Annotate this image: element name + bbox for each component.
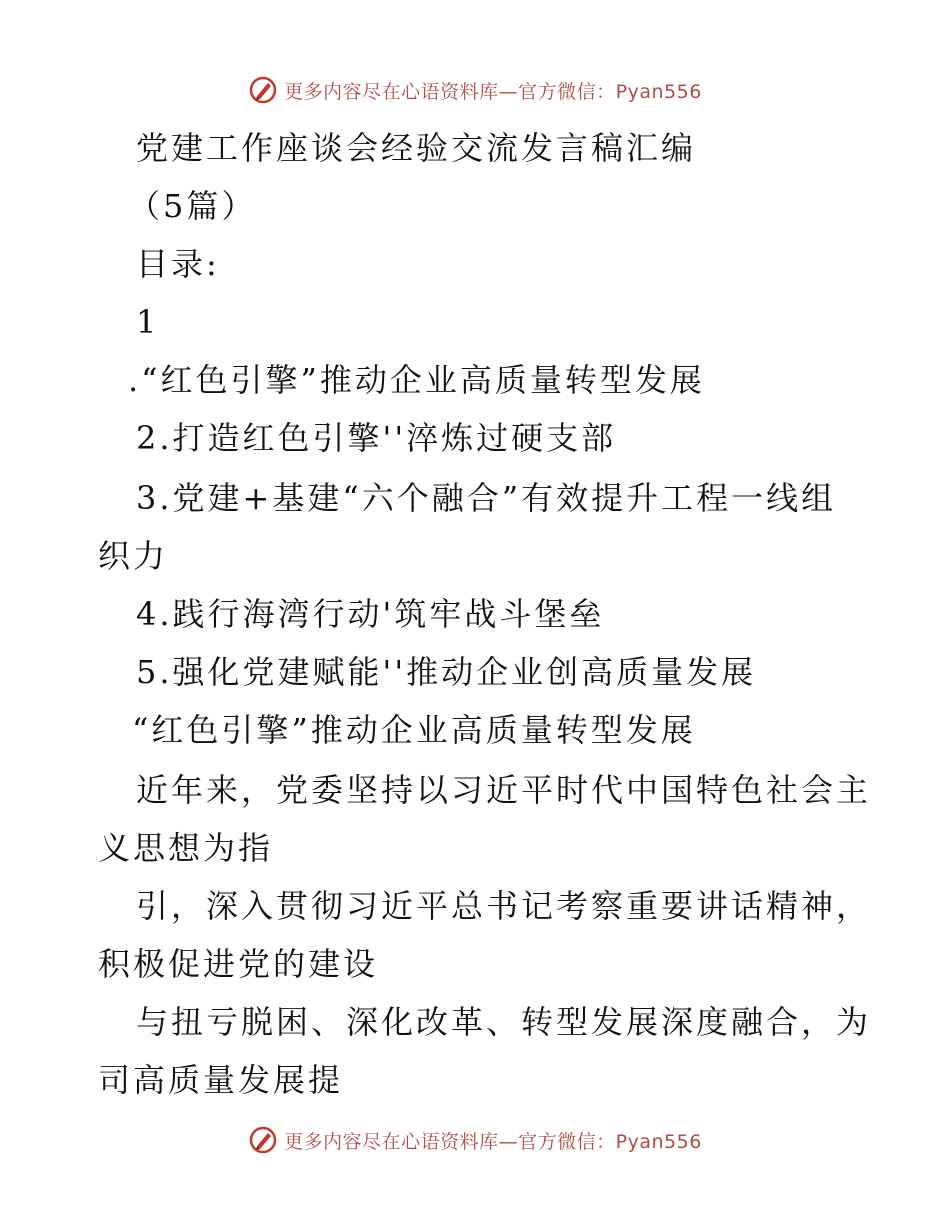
body-paragraph-line: 义思想为指 xyxy=(98,829,274,867)
toc-item: 织力 xyxy=(98,537,169,575)
body-paragraph-line: 与扭亏脱困、深化改革、转型发展深度融合，为 xyxy=(136,1003,872,1041)
toc-item: 2.打造红色引擎''淬炼过硬支部 xyxy=(136,419,617,457)
toc-item: .“红色引擎”推动企业高质量转型发展 xyxy=(128,361,705,399)
document-subtitle: （5篇） xyxy=(128,187,257,225)
banner-text: 更多内容尽在心语资料库—官方微信：Pyan556 xyxy=(284,1130,702,1153)
toc-item: 4.践行海湾行动'筑牢战斗堡垒 xyxy=(136,595,605,633)
banner-text: 更多内容尽在心语资料库—官方微信：Pyan556 xyxy=(284,80,702,103)
toc-item: 3.党建+基建“六个融合”有效提升工程一线组 xyxy=(136,479,837,517)
section-title: “红色引擎”推动企业高质量转型发展 xyxy=(132,711,696,749)
toc-item: 1 xyxy=(136,303,160,341)
pen-logo-icon xyxy=(248,75,278,105)
body-paragraph-line: 积极促进党的建设 xyxy=(98,945,379,983)
pen-logo-icon xyxy=(248,1125,278,1155)
watermark-banner-bottom xyxy=(0,1122,950,1158)
watermark-banner-top xyxy=(0,72,950,108)
toc-heading: 目录: xyxy=(136,245,220,283)
body-paragraph-line: 司高质量发展提 xyxy=(98,1061,344,1099)
body-paragraph-line: 引，深入贯彻习近平总书记考察重要讲话精神， xyxy=(136,887,872,925)
document-title: 党建工作座谈会经验交流发言稿汇编 xyxy=(136,129,697,167)
body-paragraph-line: 近年来，党委坚持以习近平时代中国特色社会主 xyxy=(136,771,872,809)
toc-item: 5.强化党建赋能''推动企业创高质量发展 xyxy=(136,653,757,691)
